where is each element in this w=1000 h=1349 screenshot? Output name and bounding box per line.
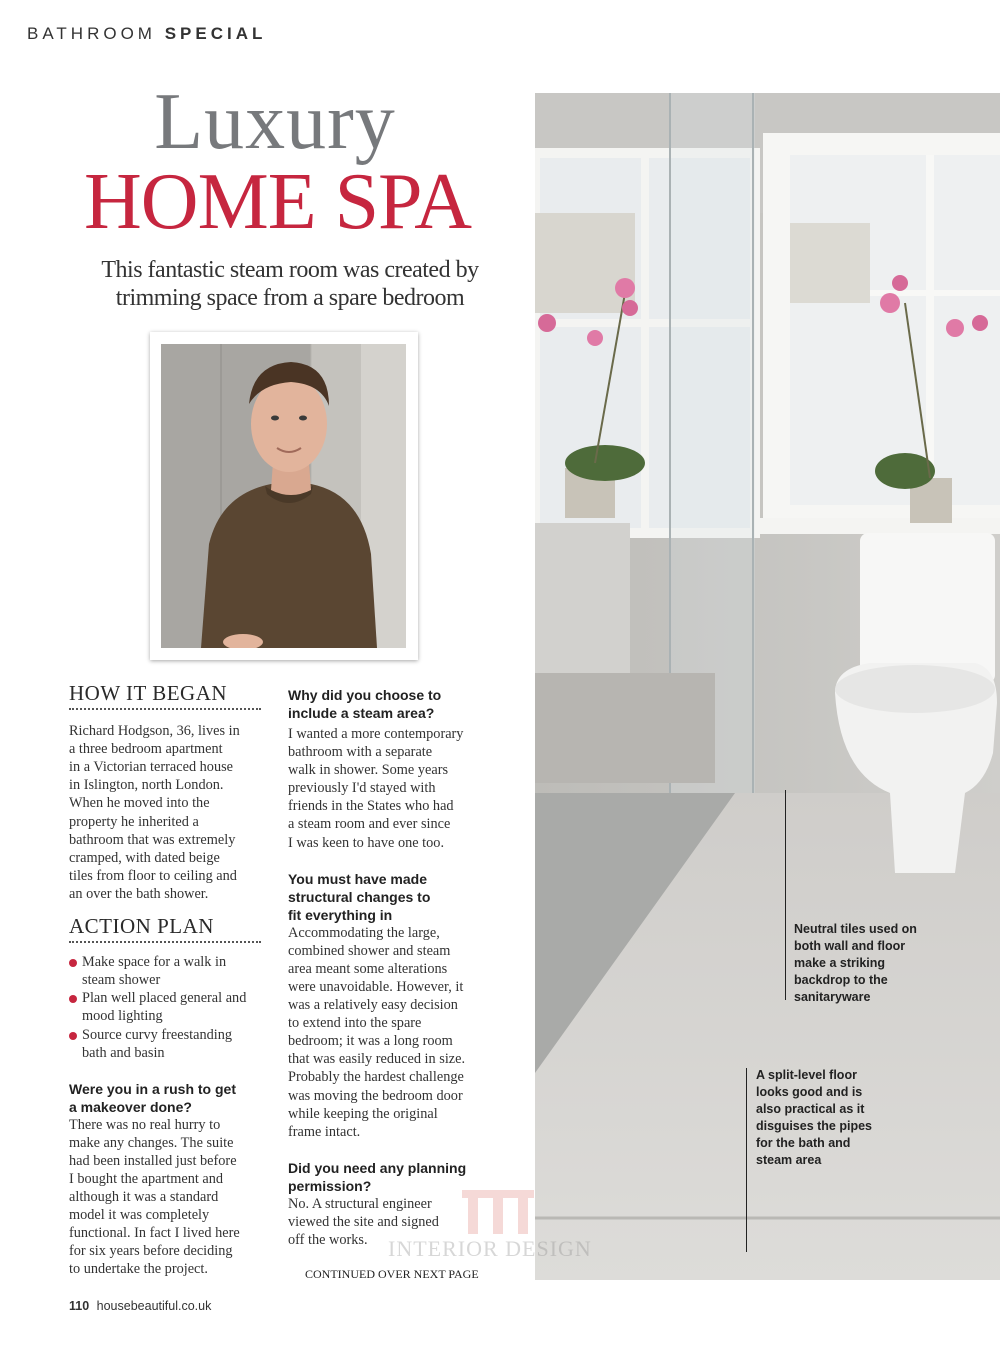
text-line: previously I'd stayed with [288, 780, 436, 797]
caption-line-floor [746, 1068, 747, 1252]
text-line: an over the bath shower. [69, 885, 209, 902]
caption-tiles [794, 921, 934, 1006]
how-it-began-heading: HOW IT BEGAN [69, 684, 261, 710]
text-line: Richard Hodgson, 36, lives in [69, 723, 240, 740]
list-item-line: Source curvy freestanding [82, 1026, 233, 1043]
list-item-line: bath and basin [82, 1044, 165, 1061]
question-line: a makeover done? [69, 1098, 192, 1115]
caption-line: A split-level floor [756, 1068, 857, 1082]
action-plan-heading: ACTION PLAN [69, 917, 261, 943]
text-line: frame intact. [288, 1123, 361, 1140]
text-line: Probably the hardest challenge [288, 1069, 464, 1086]
question-steam [288, 686, 488, 722]
portrait-frame [150, 332, 418, 660]
list-item-line: steam shower [82, 972, 161, 989]
watermark-text: INTERIOR DESIGN [388, 1236, 592, 1261]
text-line: that was easily reduced in size. [288, 1051, 466, 1068]
caption-line: backdrop to the [794, 973, 888, 987]
text-line: bathroom with a separate [288, 744, 433, 761]
text-line: was moving the bedroom door [288, 1087, 463, 1104]
text-line: a steam room and ever since [288, 816, 451, 833]
answer-structural [288, 924, 488, 1141]
question-line: Were you in a rush to get [69, 1080, 236, 1097]
answer-steam [288, 725, 488, 852]
text-line: model it was completely [69, 1207, 210, 1224]
caption-line: steam area [756, 1153, 822, 1167]
text-line: bathroom that was extremely [69, 831, 236, 848]
list-item-line: mood lighting [82, 1008, 163, 1025]
portrait-illustration [161, 344, 406, 648]
text-line: were unavoidable. However, it [288, 978, 464, 995]
section-label [27, 24, 266, 44]
question-line: Did you need any planning [288, 1159, 467, 1176]
text-line: while keeping the original [288, 1105, 438, 1122]
text-line: make any changes. The suite [69, 1134, 234, 1151]
text-line: No. A structural engineer [288, 1195, 432, 1212]
title-home-spa: HOME SPA [84, 158, 471, 246]
caption-line: also practical as it [756, 1102, 865, 1116]
text-line: in a Victorian terraced house [69, 759, 234, 776]
action-plan-list [69, 953, 261, 1062]
watermark-logo-icon [462, 1190, 534, 1234]
text-line: friends in the States who had [288, 798, 454, 815]
question-line: fit everything in [288, 906, 393, 923]
text-line: a three bedroom apartment [69, 741, 223, 758]
text-line: area meant some alterations [288, 960, 448, 977]
how-it-began-text [69, 722, 261, 903]
answer-rush [69, 1116, 261, 1279]
page-footer [69, 1299, 211, 1313]
caption-line: looks good and is [756, 1085, 863, 1099]
question-line: structural changes to [288, 888, 431, 905]
text-line: tiles from floor to ceiling and [69, 867, 237, 884]
caption-line: both wall and floor [794, 939, 906, 953]
text-line: Accommodating the large, [288, 924, 440, 941]
caption-line: for the bath and [756, 1136, 851, 1150]
watermark-logo [462, 1190, 534, 1234]
text-line: bedroom; it was a long room [288, 1033, 453, 1050]
list-item-line: Plan well placed general and [82, 990, 247, 1007]
standfirst-line: trimming space from a spare bedroom [115, 285, 465, 311]
question-line: include a steam area? [288, 705, 435, 721]
text-line: cramped, with dated beige [69, 849, 220, 866]
section-label-light: BATHROOM [27, 24, 156, 43]
text-line: to extend into the spare [288, 1015, 422, 1032]
list-item [69, 989, 261, 1025]
text-line: I bought the apartment and [69, 1170, 224, 1187]
caption-line-tiles [785, 790, 786, 1000]
caption-line: sanitaryware [794, 990, 871, 1004]
caption-line: make a striking [794, 956, 886, 970]
question-planning [288, 1159, 488, 1195]
question-line: permission? [288, 1177, 372, 1194]
section-label-bold: SPECIAL [164, 24, 267, 43]
caption-line: disguises the pipes [756, 1119, 873, 1133]
text-line: although it was a standard [69, 1189, 219, 1206]
question-rush [69, 1080, 261, 1116]
website-link[interactable]: housebeautiful.co.uk [96, 1299, 212, 1313]
standfirst [50, 256, 530, 312]
text-line: I wanted a more contemporary [288, 726, 464, 742]
middle-column [288, 686, 488, 1249]
text-line: There was no real hurry to [69, 1116, 221, 1133]
text-line: for six years before deciding [69, 1243, 233, 1260]
text-line: When he moved into the [69, 795, 210, 812]
caption-line: Neutral tiles used on [794, 922, 917, 936]
text-line: viewed the site and signed [288, 1213, 439, 1230]
list-item-line: Make space for a walk in [82, 954, 227, 971]
continued-label: CONTINUED OVER NEXT PAGE [305, 1267, 479, 1281]
text-line: had been installed just before [69, 1152, 237, 1169]
left-column [69, 681, 261, 1279]
text-line: to undertake the project. [69, 1261, 208, 1278]
text-line: I was keen to have one too. [288, 834, 445, 851]
caption-floor [756, 1067, 886, 1169]
text-line: off the works. [288, 1231, 368, 1248]
text-line: combined shower and steam [288, 942, 451, 959]
text-line: functional. In fact I lived here [69, 1225, 240, 1242]
standfirst-line: This fantastic steam room was created by [101, 257, 479, 283]
question-line: Why did you choose to [288, 687, 442, 703]
page-number: 110 [69, 1299, 90, 1313]
text-line: property he inherited a [69, 813, 199, 830]
list-item [69, 953, 261, 989]
portrait-photo [161, 344, 406, 648]
text-line: in Islington, north London. [69, 777, 224, 794]
title-luxury: Luxury [154, 78, 396, 166]
question-structural [288, 870, 488, 924]
list-item [69, 1026, 261, 1062]
text-line: walk in shower. Some years [288, 762, 449, 779]
question-line: You must have made [288, 870, 428, 887]
text-line: was a relatively easy decision [288, 997, 458, 1014]
